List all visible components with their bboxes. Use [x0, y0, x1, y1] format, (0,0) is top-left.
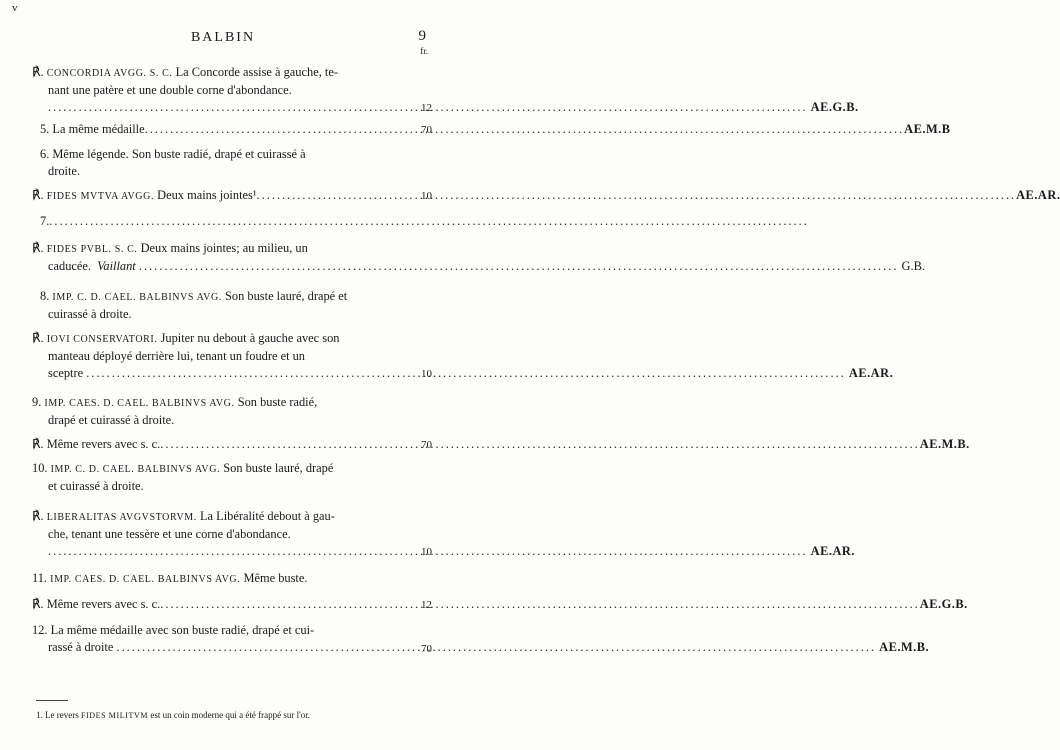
coin-legend: IOVI CONSERVATORI. — [46, 334, 158, 345]
page-number-suffix: fr. — [420, 46, 428, 56]
entry-text: Deux mains jointes; au milieu, un — [140, 241, 308, 255]
entry-number: 9. — [32, 395, 42, 409]
dot-leader — [86, 366, 846, 380]
dot-leader — [145, 121, 905, 138]
entry-number: 11. — [32, 571, 48, 585]
metal-size: AE.G.B. — [919, 597, 968, 611]
entry-number: ℟. — [32, 241, 44, 255]
metal-size: AE.M.B. — [919, 437, 970, 451]
entry-text: sceptre — [48, 366, 84, 380]
dot-leader — [49, 213, 809, 230]
entry-number: ℟. — [32, 331, 44, 345]
coin-legend: CONCORDIA AVGG. S. C. — [46, 68, 173, 79]
coin-legend: LIBERALITAS AVGVSTORVM. — [46, 512, 197, 523]
entry-text: Son buste lauré, drapé — [223, 461, 334, 475]
entry-10 — [32, 460, 394, 495]
entry-reverse-fides-publ — [32, 240, 925, 275]
entry-text: Même revers avec s. c. — [46, 437, 161, 451]
entry-text: Même revers avec s. c. — [46, 597, 161, 611]
entry-text: caducée. — [48, 259, 91, 273]
metal-size: AE.AR. — [1016, 188, 1060, 202]
footnote-number: 1. — [36, 710, 43, 720]
entry-number: 8. — [40, 289, 50, 303]
dot-leader — [257, 187, 1017, 204]
coin-legend: IMP. C. D. CAEL. BALBINVS AVG. — [52, 292, 222, 303]
entry-text: et cuirassé à droite. — [48, 479, 144, 493]
rarity-value: 12 — [421, 102, 432, 114]
entry-text: Deux mains jointes¹ — [157, 188, 257, 202]
coin-legend: IMP. C. D. CAEL. BALBINVS AVG. — [50, 464, 221, 475]
dot-leader — [139, 259, 899, 273]
rarity-value: 10 — [421, 368, 432, 380]
coin-legend: FIDES MVTVA AVGG. — [46, 191, 155, 202]
coin-legend: FIDES MILITVM — [80, 711, 149, 720]
entry-6 — [32, 146, 394, 180]
rarity-value: 10 — [421, 546, 432, 558]
entry-text: La Concorde assise à gauche, te- — [175, 65, 338, 79]
dot-leader — [116, 640, 876, 654]
entry-text: La même médaille — [52, 122, 145, 136]
rarity-value: 10 — [421, 190, 432, 202]
author-citation: Vaillant — [97, 259, 136, 273]
dot-leader — [160, 436, 920, 453]
entry-number: ℟. — [32, 509, 44, 523]
entry-number: 7. — [40, 214, 50, 228]
corner-mark: v — [12, 2, 18, 14]
entry-text: La même médaille avec son buste radié, drapé et cui- — [50, 623, 315, 637]
footnote-text: Le revers — [45, 710, 79, 720]
entry-text: cuirassé à droite. — [48, 307, 132, 321]
entry-text: Même buste. — [243, 571, 308, 585]
entry-number: ℟. — [32, 437, 44, 451]
entry-8 — [32, 288, 394, 323]
footnote — [36, 709, 416, 722]
entry-text: Même légende. Son buste radié, drapé et cuirassé à — [52, 147, 306, 161]
entry-text: La Libéralité debout à gau- — [199, 509, 335, 523]
rarity-value: 70 — [421, 124, 432, 136]
entry-text: rassé à droite — [48, 640, 114, 654]
rarity-value: 70 — [421, 439, 432, 451]
entry-number: ℟. — [32, 188, 44, 202]
entry-9 — [32, 394, 394, 429]
entry-text: nant une patère et une double corne d'abondance. — [48, 83, 292, 97]
entry-text: droite. — [48, 164, 80, 178]
entry-number: 10. — [32, 461, 48, 475]
entry-text: manteau déployé derrière lui, tenant un foudre et un — [48, 349, 306, 363]
metal-size: AE.M.B — [904, 122, 951, 136]
entry-11 — [32, 570, 394, 588]
entry-text: drapé et cuirassé à droite. — [48, 413, 175, 427]
rarity-value: 12 — [421, 599, 432, 611]
metal-size: AE.G.B. — [810, 100, 859, 114]
coin-legend: FIDES PVBL. S. C. — [46, 244, 138, 255]
metal-size: G.B. — [901, 259, 925, 273]
page-number: 9 — [418, 28, 426, 44]
metal-size: AE.AR. — [848, 366, 894, 380]
dot-leader — [160, 596, 920, 613]
entry-text: Jupiter nu debout à gauche avec son — [160, 331, 340, 345]
footnote-rule — [36, 700, 68, 701]
rarity-value: 70 — [421, 643, 432, 655]
entry-7 — [32, 213, 232, 230]
entry-number: 12. — [32, 623, 48, 637]
coin-legend: IMP. CAES. D. CAEL. BALBINVS AVG. — [44, 398, 235, 409]
metal-size: AE.AR. — [810, 544, 855, 558]
footnote-text: est un coin moderne qui a été frappé sur l'or. — [150, 710, 310, 720]
entry-text: Son buste radié, — [237, 395, 318, 409]
entry-number: ℟. — [32, 597, 44, 611]
entry-number: ℟. — [32, 65, 44, 79]
running-title: BALBIN — [190, 30, 256, 45]
entry-number: 5. — [40, 122, 50, 136]
metal-size: AE.M.B. — [879, 640, 930, 654]
entry-text: Son buste lauré, drapé et — [225, 289, 348, 303]
coin-legend: IMP. CAES. D. CAEL. BALBINVS AVG. — [50, 574, 241, 585]
entry-text: che, tenant une tessère et une corne d'abondance. — [48, 527, 291, 541]
entry-number: 6. — [40, 147, 50, 161]
